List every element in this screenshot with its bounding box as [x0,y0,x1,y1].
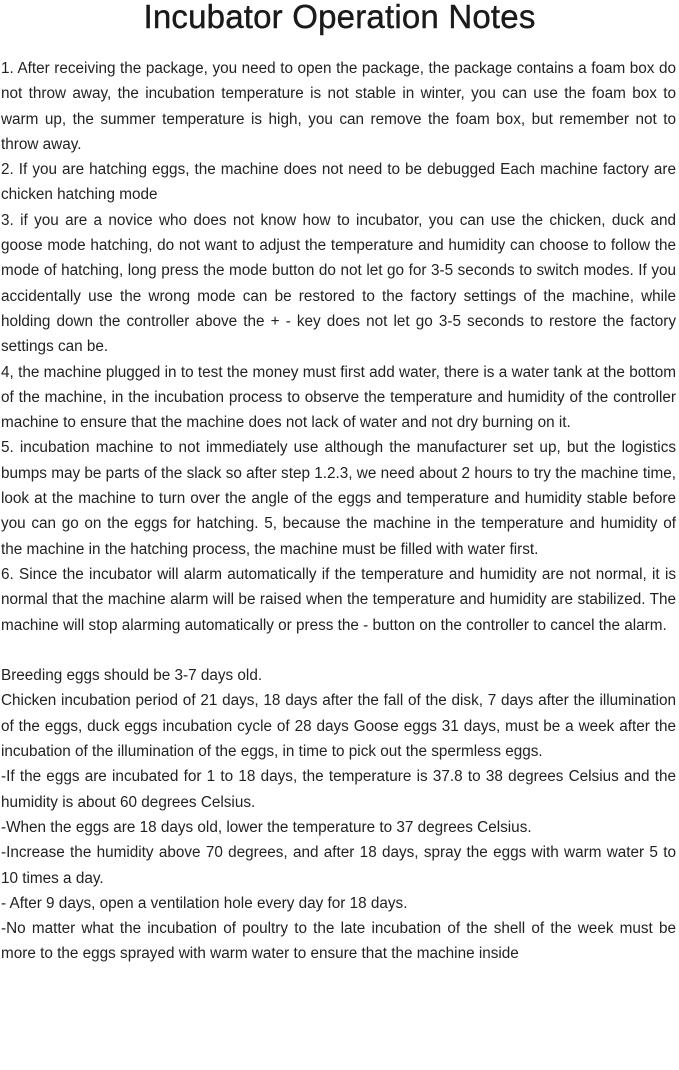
document-body [1,56,676,967]
paragraph-spacer [1,638,676,663]
note-paragraph-5: 5. incubation machine to not immediately use although the manufacturer set up, but the logistics bumps may be parts of the slack so after step 1.2.3, we need about 2 hours to try the machine time, look at the machine to turn over the angle of the eggs and temperature and humidity stable before you can go on the eggs for hatching. 5, because the machine in the temperature and humidity of the machine in the hatching process, the machine must be filled with water first. [1,439,676,558]
breeding-egg-age: Breeding eggs should be 3-7 days old. [1,667,263,685]
instruction-temperature-1-18: -If the eggs are incubated for 1 to 18 days, the temperature is 37.8 to 38 degrees Celsius and the humidity is about 60 degrees Celsius. [1,768,676,811]
note-paragraph-4: 4, the machine plugged in to test the money must first add water, there is a water tank at the bottom of the machine, in the incubation process to observe the temperature and humidity of the controller machine to ensure that the machine does not lack of water and not dry burning on it. [1,363,676,432]
incubation-period-paragraph: Chicken incubation period of 21 days, 18 days after the fall of the disk, 7 days after the illumination of the eggs, duck eggs incubation cycle of 28 days Goose eggs 31 days, must be a week after the incubation of the illumination of the eggs, in time to pick out the spermless eggs. [1,692,676,761]
note-paragraph-6: 6. Since the incubator will alarm automatically if the temperature and humidity are not normal, it is normal that the machine alarm will be raised when the temperature and humidity are stabilized. The machine will stop alarming automatically or press the - button on the controller to cancel the alarm. [1,565,676,634]
instruction-day-18-temperature: -When the eggs are 18 days old, lower the temperature to 37 degrees Celsius. [1,818,532,836]
page-title: Incubator Operation Notes [143,0,536,35]
note-paragraph-3: 3. if you are a novice who does not know how to incubator, you can use the chicken, duck and goose mode hatching, do not want to adjust the temperature and humidity can choose to follow the mode of hatching, long press the mode button do not let go for 3-5 seconds to switch modes. If you accidentally use the wrong mode can be restored to the factory settings of the machine, while holding down the controller above the + - key does not let go 3-5 seconds to restore the factory settings can be. [1,211,676,356]
instruction-ventilation: - After 9 days, open a ventilation hole every day for 18 days. [1,894,408,912]
instruction-late-incubation: -No matter what the incubation of poultry to the late incubation of the shell of the week must be more to the eggs sprayed with warm water to ensure that the machine inside [1,920,676,963]
note-paragraph-1: 1. After receiving the package, you need to open the package, the package contains a foam box do not throw away, the incubation temperature is not stable in winter, you can use the foam box to warm up, the summer temperature is high, you can remove the foam box, but remember not to throw away. [1,60,676,153]
instruction-humidity-spray: -Increase the humidity above 70 degrees, and after 18 days, spray the eggs with warm water 5 to 10 times a day. [1,844,676,887]
note-paragraph-2: 2. If you are hatching eggs, the machine does not need to be debugged Each machine factory are chicken hatching mode [1,161,676,204]
